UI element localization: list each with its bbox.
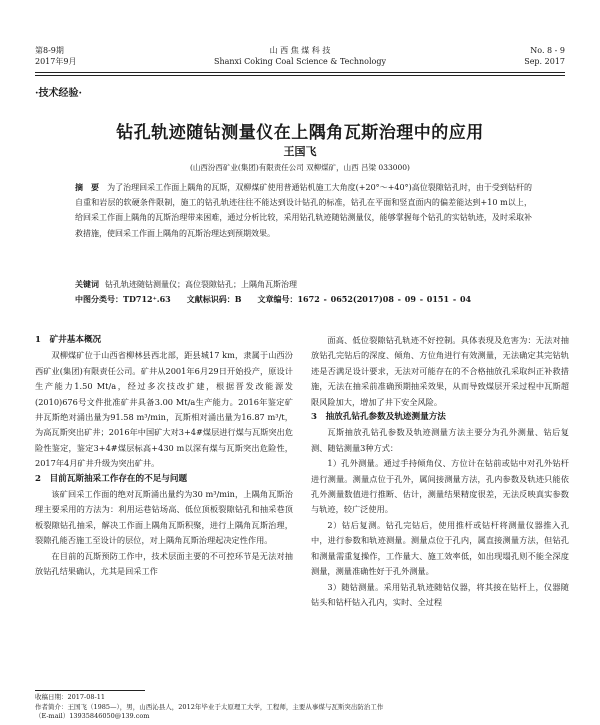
paragraph: 该矿回采工作面的绝对瓦斯涌出量约为30 m³/min，上隅角瓦斯治理主要采用的方法为：利用运巷钻场高、低位顶板裂隙钻孔和抽采巷顶板裂隙钻孔抽采，解决工作面上隅角瓦斯积聚，进行上隅角瓦斯治理，裂隙孔能否施工至设计的层位，对上隅角瓦斯治理起决定性作用。 (35, 489, 293, 546)
article-title: 钻孔轨迹随钻测量仪在上隅角瓦斯治理中的应用 (116, 123, 484, 143)
header-rule (35, 72, 565, 73)
paragraph: 3）随钻测量。采用钻孔轨迹随钻仪器，将其接在钻杆上，仪器随钻头和钻杆钻入孔内，实时、全过程 (311, 581, 569, 607)
keywords (75, 278, 532, 291)
abstract-label: 摘 要 (75, 182, 100, 192)
paragraph: 瓦斯抽放孔钻孔参数及轨迹测量方法主要分为孔外测量、钻后复测、随钻测量3种方式： (311, 427, 569, 453)
author: 王国飞 (283, 145, 317, 158)
date-en: Sep. 2017 (524, 57, 565, 66)
column-tag: ·技术经验· (35, 88, 82, 99)
classification-line: 中图分类号：TD712⁺.63 文献标识码：B 文章编号：1672 - 0652(2017)08 - 09 - 0151 - 04 (75, 294, 472, 304)
issue-en: No. 8 - 9 (530, 46, 565, 55)
section-heading-2: 2 目前瓦斯抽采工作存在的不足与问题 (35, 473, 188, 484)
journal-name-en: Shanxi Coking Coal Science & Technology (213, 57, 387, 66)
footnote-rule (35, 690, 145, 691)
footnote (35, 693, 565, 722)
author-bio: 作者简介：王国飞（1985—），男，山西沁县人，2012年毕业于太原理工大学，工程师，主要从事煤与瓦斯突出防治工作 (35, 702, 384, 711)
date-cn: 2017年9月 (35, 57, 77, 66)
section-heading-1: 1 矿井基本概况 (35, 335, 102, 345)
body-column-right (311, 333, 569, 610)
issue-cn: 第8-9期 (35, 46, 64, 55)
header-center (35, 45, 565, 67)
received-date: 收稿日期：2017-08-11 (35, 693, 105, 701)
keywords-label: 关键词 (75, 279, 99, 289)
paragraph: 双柳煤矿位于山西省柳林县西北部，距县城17 km，隶属于山西汾西矿业(集团)有限责任公司。矿井从2001年6月29日开始投产，原设计生产能力1.50 Mt/a，经过多次技改扩建，根据晋发改能源发(2010)676号文件批准矿井具备3.00 Mt/a生产能力。2016年鉴定矿井瓦斯绝对涌出量为91.58 m³/min，瓦斯相对涌出量为16.87 m³/t，为高瓦斯突出矿井；2016年中国矿大对3+4#煤层进行煤与瓦斯突出危险性鉴定，鉴定3+4#煤层标高+430 m以深有煤与瓦斯突出危险性，2017年4月矿井升级为突出矿井。 (35, 350, 293, 469)
keywords-text: 钻孔轨迹随钻测量仪；高位裂隙钻孔；上隅角瓦斯治理 (105, 280, 297, 289)
abstract (75, 180, 532, 241)
paragraph: 1）孔外测量。通过手持倾角仪、方位计在钻前或钻中对孔外钻杆进行测量。测量点位于孔外，属间接测量方法，孔内参数及轨迹只能依孔外测量数值进行推断、估计，测量结果精度很差，无法反映真实参数与轨迹，较广泛使用。 (311, 458, 569, 515)
paragraph: 面高、低位裂隙钻孔轨迹不好控制。具体表现及危害为：无法对抽放钻孔完钻后的深度、倾角、方位角进行有效测量，无法确定其完钻轨迹是否满足设计要求，无法对可能存在的不合格抽放孔采取纠正补救措施，无法在抽采前准确预期抽采效果，从而导致煤层开采过程中瓦斯超限风险加大，增加了井下安全风险。 (311, 335, 569, 407)
running-header (35, 44, 565, 72)
paragraph: 2）钻后复测。钻孔完钻后，使用推杆或钻杆将测量仪器推入孔中，进行参数和轨迹测量。测量点位于孔内，属直接测量方法，但钻孔和测量需重复操作，工作量大、施工效率低，如出现塌孔则不能全深度测量，测量准确性好于孔外测量。 (311, 519, 569, 577)
header-rule-thin (35, 75, 565, 76)
journal-name-cn: 山 西 焦 煤 科 技 (269, 46, 331, 55)
body-column-left (35, 333, 293, 580)
abstract-text: 为了治理回采工作面上隅角的瓦斯，双柳煤矿使用普通钻机施工大角度(+20°～+40°)高位裂隙钻孔时，由于受到钻杆的自重和岩层的软硬条件限制，施工的钻孔轨迹往往不能达到设计钻孔的标准，钻孔在平面和竖直面内的偏差能达到+10 m以上，给回采工作面上隅角的瓦斯治理带来困难，通过分析比较，采用钻孔轨迹随钻测量仪，能够掌握每个钻孔的实钻轨迹，及时采取补救措施，使回采工作面上隅角的瓦斯治理达到预期效果。 (75, 183, 532, 238)
header-right (524, 45, 565, 67)
paragraph: 在目前的瓦斯预防工作中，技术层面主要的不可控环节是无法对抽放钻孔结果确认，尤其是回采工作 (35, 550, 293, 577)
affiliation: (山西汾西矿业(集团)有限责任公司 双柳煤矿，山西 吕梁 033000) (190, 163, 410, 172)
author-email: （E-mail）13935846050@139.com (35, 712, 150, 720)
section-heading-3: 3 抽放孔钻孔参数及轨迹测量方法 (311, 412, 446, 423)
